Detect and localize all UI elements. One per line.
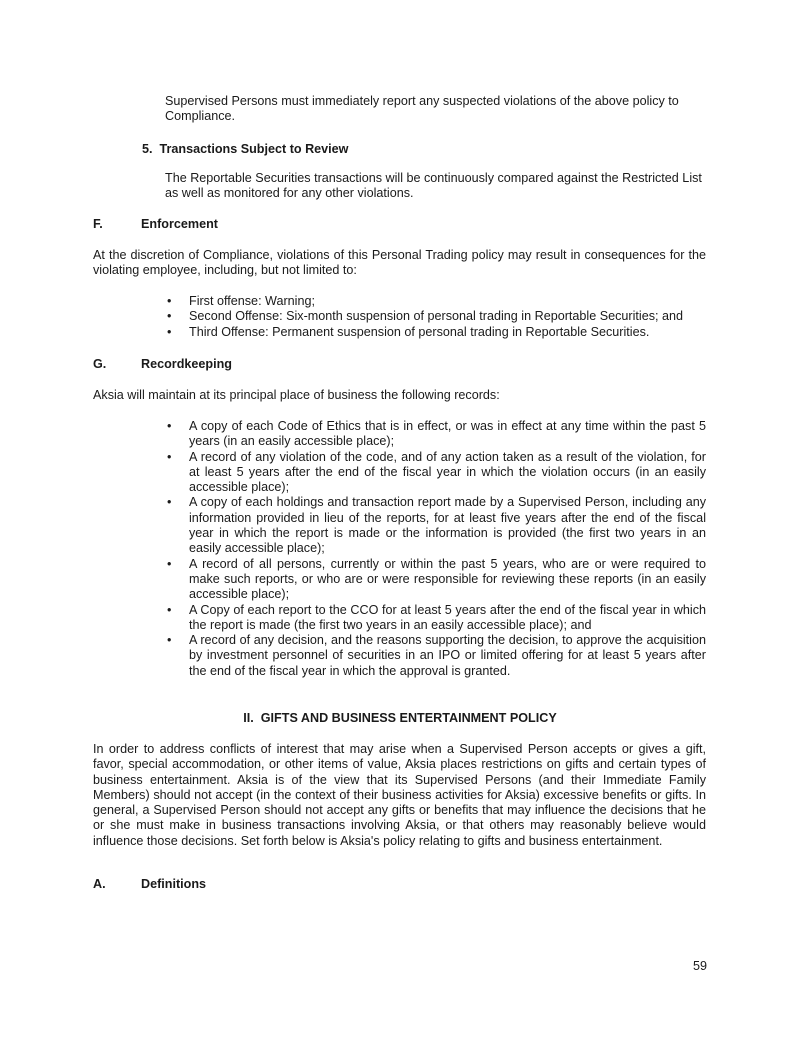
section-title: Definitions bbox=[141, 877, 207, 891]
bullet-icon: • bbox=[167, 294, 172, 308]
records-list bbox=[165, 419, 706, 679]
paragraph-enforcement: At the discretion of Compliance, violations of this Personal Trading policy may result in consequences for the violating employee, including, but not limited to: bbox=[93, 248, 706, 278]
section-letter: G. bbox=[93, 357, 107, 371]
list-item: • A copy of each Code of Ethics that is in effect, or was in effect at any time within the past 5 years (in an easily accessible place); bbox=[167, 419, 706, 449]
paragraph-transactions-review: The Reportable Securities transactions will be continuously compared against the Restricted List as well as monitored for any other violations. bbox=[165, 171, 702, 201]
enforcement-list bbox=[165, 294, 706, 340]
bullet-icon: • bbox=[167, 633, 172, 648]
section-title: Recordkeeping bbox=[141, 357, 232, 371]
subsection-heading-5 bbox=[142, 142, 348, 157]
list-item: • A record of all persons, currently or within the past 5 years, who are or were required to make such reports, or who are or were responsible for reviewing these reports (in an easily accessible place); bbox=[167, 556, 706, 602]
list-item: • A record of any decision, and the reasons supporting the decision, to approve the acquisition by investment personnel of securities in an IPO or limited offering for at least 5 years after the end of the fiscal year in which the approval is granted. bbox=[167, 633, 706, 678]
list-item: • Third Offense: Permanent suspension of personal trading in Reportable Securities. bbox=[167, 324, 650, 339]
paragraph-report-violations: Supervised Persons must immediately report any suspected violations of the above policy to Compliance. bbox=[165, 94, 679, 124]
part-heading-ii bbox=[0, 711, 800, 726]
part-number: II. bbox=[243, 711, 254, 725]
bullet-icon: • bbox=[167, 449, 172, 464]
bullet-icon: • bbox=[167, 495, 172, 510]
section-letter: A. bbox=[93, 877, 106, 891]
page-number: 59 bbox=[692, 959, 707, 973]
subsection-title: Transactions Subject to Review bbox=[159, 142, 349, 156]
bullet-icon: • bbox=[167, 309, 172, 324]
list-item: • First offense: Warning; bbox=[167, 294, 315, 308]
part-title: GIFTS AND BUSINESS ENTERTAINMENT POLICY bbox=[260, 711, 557, 725]
section-title: Enforcement bbox=[141, 217, 218, 231]
paragraph-recordkeeping: Aksia will maintain at its principal place of business the following records: bbox=[93, 388, 500, 402]
list-item: • A record of any violation of the code, and of any action taken as a result of the violation, for at least 5 years after the end of the fiscal year in which the violation occurs (in an easily accessible place); bbox=[167, 449, 706, 495]
bullet-icon: • bbox=[167, 602, 172, 617]
section-letter: F. bbox=[93, 217, 103, 231]
subsection-number: 5. bbox=[142, 142, 153, 156]
bullet-icon: • bbox=[167, 556, 172, 571]
list-item: • A copy of each holdings and transaction report made by a Supervised Person, including any information provided in lieu of the reports, for at least five years after the end of the fiscal year in which the report is made or the information is provided (the first two years in an easily accessible place); bbox=[167, 495, 706, 556]
paragraph-gifts-policy: In order to address conflicts of interest that may arise when a Supervised Person accepts or gives a gift, favor, special accommodation, or other items of value, Aksia places restrictions on gifts and certain types of business entertainment. Aksia is of the view that its Supervised Persons (and their Immediate Family Members) should not accept (in the context of their business activities for Aksia) excessive benefits or gifts. In general, a Supervised Person should not accept any gifts or benefits that may influence the decisions that he or she must make in business transactions involving Aksia, or that others may reasonably believe would influence those decisions. Set forth below is Aksia's policy relating to gifts and business entertainment. bbox=[93, 742, 706, 848]
bullet-icon: • bbox=[167, 324, 172, 339]
list-item: • Second Offense: Six-month suspension of personal trading in Reportable Securities; and bbox=[167, 309, 684, 324]
bullet-icon: • bbox=[167, 419, 172, 433]
list-item: • A Copy of each report to the CCO for at least 5 years after the end of the fiscal year in which the report is made (the first two years in an easily accessible place); and bbox=[167, 602, 706, 632]
